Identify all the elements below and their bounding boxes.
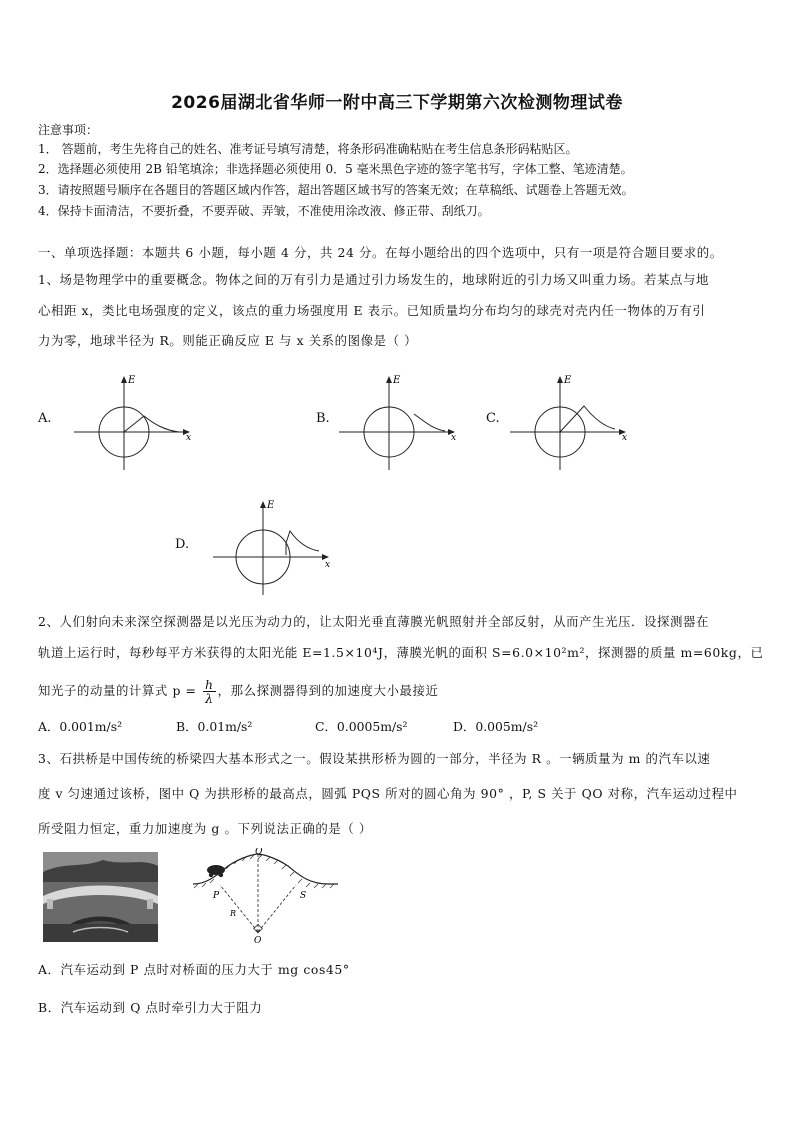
svg-text:E: E: [393, 375, 401, 386]
notice-item-1: 1． 答题前，考生先将自己的姓名、准考证号填写清楚，将条形码准确粘贴在考生信息条形码粘贴区。: [38, 142, 578, 156]
q2-momentum-fraction: [203, 678, 216, 705]
q2-choice-a: A．0.001m/s²: [38, 719, 123, 734]
notice-item-2: 2．选择题必须使用 2B 铅笔填涂；非选择题必须使用 0．5 毫米黑色字迹的签字笔书写，字体工整、笔迹清楚。: [38, 162, 633, 176]
q1-option-d-label: D.: [175, 537, 190, 552]
svg-text:O: O: [254, 936, 262, 943]
q3-option-a: A．汽车运动到 P 点时对桥面的压力大于 mg cos45°: [38, 962, 350, 977]
q3-option-b: B．汽车运动到 Q 点时牵引力大于阻力: [38, 1000, 263, 1015]
svg-text:x: x: [186, 433, 192, 443]
svg-text:P: P: [213, 891, 220, 901]
notice-item-4: 4．保持卡面清洁，不要折叠，不要弄破、弄皱，不准使用涂改液、修正带、刮纸刀。: [38, 204, 490, 218]
q2-choice-c: C．0.0005m/s²: [315, 719, 408, 734]
q1-graph-a: [72, 372, 202, 472]
q2-choice-b: B．0.01m/s²: [176, 719, 253, 734]
svg-text:E: E: [267, 500, 275, 511]
svg-text:S: S: [300, 891, 307, 901]
q1-text-line-1: 1、场是物理学中的重要概念。物体之间的万有引力是通过引力场发生的，地球附近的引力场又叫重力场。若某点与地: [38, 272, 710, 287]
page-title: 2026届湖北省华师一附中高三下学期第六次检测物理试卷: [171, 93, 623, 113]
q1-option-b-label: B.: [316, 411, 330, 426]
q3-text-line-1: 3、石拱桥是中国传统的桥梁四大基本形式之一。假设某拱形桥为圆的一部分，半径为 R 。一辆质量为 m 的汽车以速: [38, 751, 711, 766]
svg-text:R: R: [230, 909, 237, 918]
q2-choice-d: D．0.005m/s²: [453, 719, 539, 734]
q2-text-line-2: 轨道上运行时，每秒每平方米获得的太阳光能 E=1.5×10⁴J，薄膜光帆的面积 S=6.0×10²m²，探测器的质量 m=60kg，已: [38, 645, 764, 660]
svg-text:E: E: [128, 375, 136, 386]
fraction-numerator: h: [205, 677, 214, 692]
svg-text:x: x: [451, 433, 457, 443]
q1-option-a-label: A.: [38, 411, 52, 426]
svg-text:x: x: [325, 560, 331, 570]
q1-graph-d: [211, 497, 341, 597]
q2-formula-prefix: 知光子的动量的计算式 p =: [38, 683, 202, 698]
q1-graph-b: [337, 372, 467, 472]
svg-text:x: x: [622, 433, 628, 443]
svg-text:E: E: [564, 375, 572, 386]
q3-text-line-2: 度 v 匀速通过该桥，图中 Q 为拱形桥的最高点，圆弧 PQS 所对的圆心角为 90° ，P, S 关于 QO 对称，汽车运动过程中: [38, 786, 738, 801]
q2-text-line-3: [38, 678, 438, 705]
svg-text:Q: Q: [255, 848, 263, 857]
q3-text-line-3: 所受阻力恒定，重力加速度为 g 。下列说法正确的是（ ）: [38, 821, 372, 836]
q1-graph-c: [508, 372, 638, 472]
section-one-heading: 一、单项选择题：本题共 6 小题，每小题 4 分，共 24 分。在每小题给出的四个选项中，只有一项是符合题目要求的。: [38, 245, 723, 260]
q1-text-line-3: 力为零，地球半径为 R。则能正确反应 E 与 x 关系的图像是（ ）: [38, 333, 418, 348]
stone-arch-bridge-photo: [43, 852, 158, 942]
q1-text-line-2: 心相距 x，类比电场强度的定义，该点的重力场强度用 E 表示。已知质量均分布均匀的球壳对壳内任一物体的万有引: [38, 303, 706, 318]
fraction-denominator: λ: [205, 691, 214, 706]
q2-formula-suffix: ，那么探测器得到的加速度大小最接近: [217, 683, 439, 698]
q1-option-c-label: C.: [486, 411, 500, 426]
bridge-arc-diagram: [188, 848, 378, 943]
notice-item-3: 3．请按照题号顺序在各题目的答题区域内作答，超出答题区域书写的答案无效；在草稿纸、试题卷上答题无效。: [38, 183, 634, 197]
notice-heading: 注意事项：: [38, 123, 99, 137]
q2-text-line-1: 2、人们射向未来深空探测器是以光压为动力的，让太阳光垂直薄膜光帆照射并全部反射，从而产生光压．设探测器在: [38, 614, 710, 629]
